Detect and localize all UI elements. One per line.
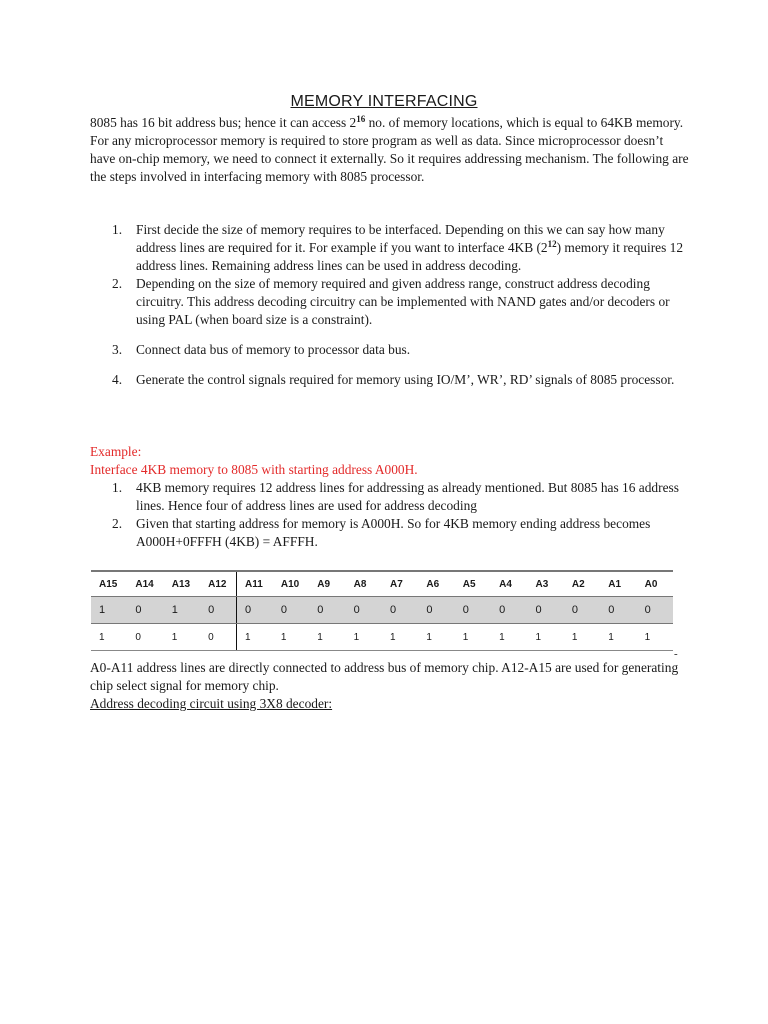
step-2-text: Depending on the size of memory required and given address range, construct address decoding circuitry. This address decoding circuitry can be implemented with NAND gates and/or decoders or using PAL (when board size is a constraint). <box>136 276 670 327</box>
column-header: A6 <box>418 571 454 597</box>
table-cell: 0 <box>309 597 345 624</box>
table-cell: 1 <box>418 624 454 651</box>
list-number: 4. <box>112 372 123 387</box>
address-table <box>91 570 673 651</box>
table-cell: 1 <box>528 624 564 651</box>
table-cell: 1 <box>382 624 418 651</box>
table-cell: 1 <box>91 624 127 651</box>
list-number: 1. <box>112 480 123 495</box>
column-header: A15 <box>91 571 127 597</box>
table-cell: 1 <box>164 597 200 624</box>
example-list <box>90 479 690 551</box>
table-cell: 0 <box>491 597 527 624</box>
stray-dash: - <box>674 648 678 660</box>
step-1-text-end: ) memory it requires 12 address lines. Remaining address lines can be used in address decoding. <box>136 240 684 273</box>
table-cell: 1 <box>564 624 600 651</box>
intro-text-2: no. of memory locations, which is equal to 64KB memory. For any microprocessor memory is required to store program as well as data. Since microprocessor doesn’t have on-chip memory, we need to connect it externally. So it requires addressing mechanism. The following are the steps involved in interfacing memory with 8085 processor. <box>90 115 689 184</box>
list-number: 2. <box>112 276 123 291</box>
example-task: Interface 4KB memory to 8085 with starting address A000H. <box>90 462 418 477</box>
table-cell: 0 <box>637 597 673 624</box>
table-cell: 1 <box>600 624 636 651</box>
column-header: A14 <box>127 571 163 597</box>
step-1-exponent: 12 <box>547 239 557 249</box>
table-cell: 1 <box>455 624 491 651</box>
column-header: A9 <box>309 571 345 597</box>
column-header: A11 <box>237 571 273 597</box>
table-cell: 0 <box>237 597 273 624</box>
column-header: A8 <box>346 571 382 597</box>
column-header: A7 <box>382 571 418 597</box>
column-header: A4 <box>491 571 527 597</box>
column-header: A1 <box>600 571 636 597</box>
steps-list <box>90 221 690 389</box>
table-cell: 1 <box>637 624 673 651</box>
list-item <box>90 275 690 329</box>
step-1-text: First decide the size of memory requires to be interfaced. Depending on this we can say how many address lines are required for it. For example if you want to interface 4KB (2 <box>136 222 665 255</box>
table-cell: 0 <box>600 597 636 624</box>
table-cell: 0 <box>382 597 418 624</box>
table-cell: 0 <box>273 597 309 624</box>
table-row <box>91 624 673 651</box>
list-number: 1. <box>112 222 123 237</box>
after-table-text <box>90 659 690 713</box>
decoder-heading: Address decoding circuit using 3X8 decoder: <box>90 696 333 711</box>
table-cell: 0 <box>346 597 382 624</box>
list-item <box>90 221 690 275</box>
table-row <box>91 597 673 624</box>
list-number: 2. <box>112 516 123 531</box>
list-item <box>90 479 690 515</box>
table-cell: 1 <box>91 597 127 624</box>
table-cell: 1 <box>491 624 527 651</box>
intro-text-1: 8085 has 16 bit address bus; hence it can access 2 <box>90 115 357 130</box>
column-header: A12 <box>200 571 236 597</box>
list-item <box>90 371 690 389</box>
page-title: MEMORY INTERFACING <box>290 93 478 110</box>
table-cell: 0 <box>200 597 236 624</box>
step-4-text: Generate the control signals required for memory using IO/M’, WR’, RD’ signals of 8085 processor. <box>136 372 675 387</box>
table-cell: 1 <box>346 624 382 651</box>
list-item <box>90 341 690 359</box>
intro-exponent: 16 <box>356 114 366 124</box>
table-cell: 0 <box>564 597 600 624</box>
list-item <box>90 515 690 551</box>
table-cell: 0 <box>418 597 454 624</box>
column-header: A13 <box>164 571 200 597</box>
example-section <box>90 443 690 551</box>
table-cell: 0 <box>528 597 564 624</box>
column-header: A3 <box>528 571 564 597</box>
example-item-2-text: Given that starting address for memory is A000H. So for 4KB memory ending address becomes A000H+0FFFH (4KB) = AFFFH. <box>136 516 651 549</box>
column-header: A10 <box>273 571 309 597</box>
column-header: A5 <box>455 571 491 597</box>
example-label: Example: <box>90 444 142 459</box>
table-cell: 1 <box>164 624 200 651</box>
table-cell: 0 <box>200 624 236 651</box>
table-header-row <box>91 571 673 597</box>
column-header: A2 <box>564 571 600 597</box>
address-lines-paragraph: A0-A11 address lines are directly connected to address bus of memory chip. A12-A15 are used for generating chip select signal for memory chip. <box>90 660 679 693</box>
table-cell: 0 <box>455 597 491 624</box>
list-number: 3. <box>112 342 123 357</box>
table-cell: 1 <box>273 624 309 651</box>
table-cell: 1 <box>309 624 345 651</box>
step-3-text: Connect data bus of memory to processor data bus. <box>136 342 411 357</box>
table-cell: 0 <box>127 597 163 624</box>
table-cell: 0 <box>127 624 163 651</box>
table-cell: 1 <box>237 624 273 651</box>
example-item-1-text: 4KB memory requires 12 address lines for addressing as already mentioned. But 8085 has 16 address lines. Hence four of address lines are used for address decoding <box>136 480 679 513</box>
intro-paragraph <box>90 114 690 186</box>
column-header: A0 <box>637 571 673 597</box>
